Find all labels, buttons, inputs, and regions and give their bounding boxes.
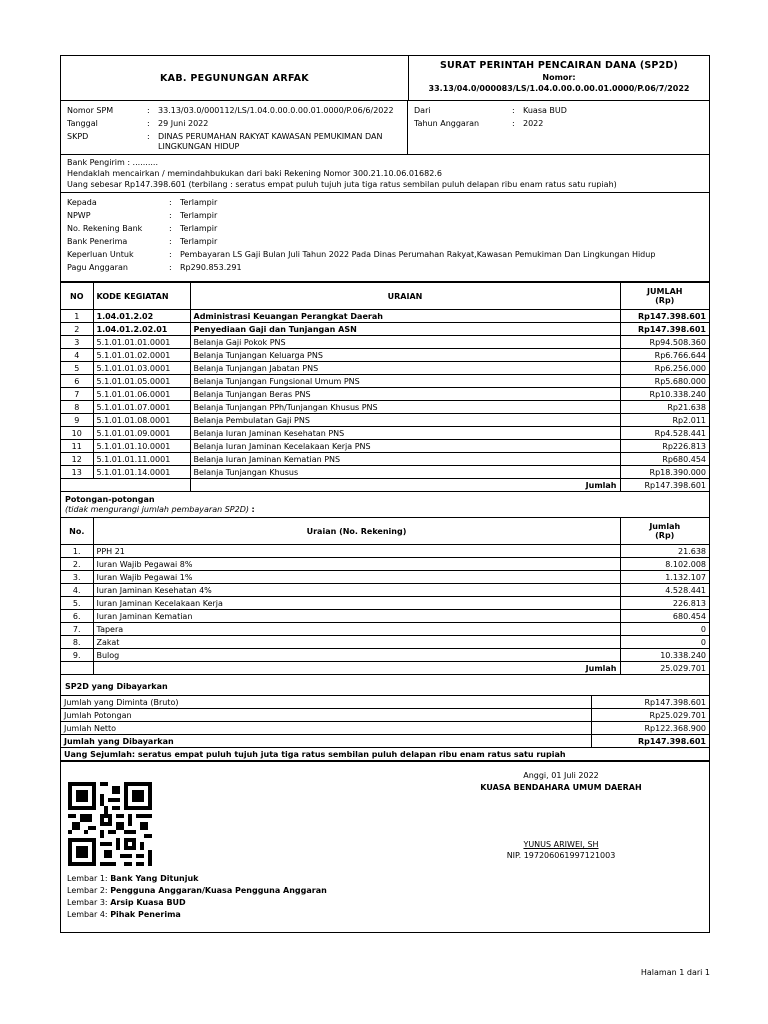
pot-row-no: 9. xyxy=(61,649,93,662)
kepada-row: Kepada : Terlampir xyxy=(67,198,218,207)
sp2d-row-label: Jumlah yang Dibayarkan xyxy=(61,735,591,748)
pot-col-uraian: Uraian (No. Rekening) xyxy=(93,518,620,545)
bank-penerima-row: Bank Penerima : Terlampir xyxy=(67,237,218,246)
row-no: 12 xyxy=(61,453,93,466)
row-uraian: Belanja Iuran Jaminan Kematian PNS xyxy=(190,453,620,466)
tanggal-row: Tanggal : 29 Juni 2022 xyxy=(67,119,209,128)
table-row xyxy=(61,375,709,388)
terbilang-text: Uang Sejumlah: seratus empat puluh tujuh juta tiga ratus sembilan puluh delapan ribu enam ratus satu rupiah xyxy=(61,748,709,761)
table-row xyxy=(61,466,709,479)
pot-row-uraian: Tapera xyxy=(93,623,620,636)
row-kode: 5.1.01.01.08.0001 xyxy=(93,414,190,427)
table-row xyxy=(61,440,709,453)
document-header xyxy=(61,56,709,101)
skpd-value: DINAS PERUMAHAN RAKYAT KAWASAN PEMUKIMAN DAN LINGKUNGAN HIDUP xyxy=(158,131,383,151)
table-row xyxy=(61,427,709,440)
row-uraian: Penyediaan Gaji dan Tunjangan ASN xyxy=(190,323,620,336)
pot-row-no: 1. xyxy=(61,545,93,558)
row-kode: 5.1.01.01.09.0001 xyxy=(93,427,190,440)
row-kode: 5.1.01.01.14.0001 xyxy=(93,466,190,479)
potongan-heading: Potongan-potongan (tidak mengurangi jumlah pembayaran SP2D) : xyxy=(65,495,255,514)
row-jumlah: Rp6.256.000 xyxy=(620,362,709,375)
lembar-item: Lembar 2: Pengguna Anggaran/Kuasa Pengguna Anggaran xyxy=(67,886,327,895)
pot-col-no: No. xyxy=(61,518,93,545)
pot-row-uraian: Iuran Jaminan Kesehatan 4% xyxy=(93,584,620,597)
lembar-item: Lembar 3: Arsip Kuasa BUD xyxy=(67,898,186,907)
table-row xyxy=(61,649,709,662)
table-row xyxy=(61,545,709,558)
potongan-table xyxy=(61,517,709,675)
row-jumlah: Rp10.338.240 xyxy=(620,388,709,401)
kegiatan-total-label: Jumlah xyxy=(190,479,620,492)
table-row xyxy=(61,349,709,362)
document-title: SURAT PERINTAH PENCAIRAN DANA (SP2D) xyxy=(439,60,679,71)
signature-date: Anggi, 01 Juli 2022 xyxy=(523,771,599,780)
table-row xyxy=(61,401,709,414)
row-jumlah: Rp6.766.644 xyxy=(620,349,709,362)
table-row xyxy=(61,735,709,748)
pot-row-no: 2. xyxy=(61,558,93,571)
skpd-row: SKPD : DINAS PERUMAHAN RAKYAT KAWASAN PEMUKIMAN DAN LINGKUNGAN HIDUP xyxy=(67,130,407,152)
signatory-nip: NIP. 197206061997121003 xyxy=(506,851,616,860)
sp2d-summary xyxy=(61,675,709,762)
tahun-row: Tahun Anggaran : 2022 xyxy=(414,119,544,128)
table-row xyxy=(61,414,709,427)
row-uraian: Belanja Pembulatan Gaji PNS xyxy=(190,414,620,427)
sp2d-summary-table xyxy=(61,695,709,761)
signatory-name: YUNUS ARIWEI, SH xyxy=(523,840,599,849)
nomor-value: 33.13/04.0/000083/LS/1.04.0.00.0.00.01.0000/P.06/7/2022 xyxy=(428,84,690,93)
row-uraian: Administrasi Keuangan Perangkat Daerah xyxy=(190,310,620,323)
row-uraian: Belanja Tunjangan Jabatan PNS xyxy=(190,362,620,375)
pot-row-uraian: Iuran Wajib Pegawai 8% xyxy=(93,558,620,571)
pot-col-jumlah: Jumlah (Rp) xyxy=(620,518,709,545)
dari-row: Dari : Kuasa BUD xyxy=(414,106,567,115)
row-no: 3 xyxy=(61,336,93,349)
row-kode: 5.1.01.01.05.0001 xyxy=(93,375,190,388)
sp2d-row-value: Rp147.398.601 xyxy=(591,696,709,709)
pot-row-uraian: Iuran Wajib Pegawai 1% xyxy=(93,571,620,584)
col-no: NO xyxy=(61,283,93,310)
signature-position: KUASA BENDAHARA UMUM DAERAH xyxy=(480,783,642,792)
kegiatan-total-value: Rp147.398.601 xyxy=(620,479,709,492)
tanggal-value: 29 Juni 2022 xyxy=(158,119,209,128)
row-no: 1 xyxy=(61,310,93,323)
signature-block xyxy=(61,762,709,932)
row-jumlah: Rp4.528.441 xyxy=(620,427,709,440)
row-no: 7 xyxy=(61,388,93,401)
potongan-total-label: Jumlah xyxy=(93,662,620,675)
table-row xyxy=(61,597,709,610)
row-jumlah: Rp680.454 xyxy=(620,453,709,466)
nomor-spm-row: Nomor SPM : 33.13/03.0/000112/LS/1.04.0.00.0.00.01.0000/P.06/6/2022 xyxy=(67,106,394,115)
pot-row-uraian: Bulog xyxy=(93,649,620,662)
row-uraian: Belanja Iuran Jaminan Kecelakaan Kerja PNS xyxy=(190,440,620,453)
table-row xyxy=(61,696,709,709)
row-uraian: Belanja Tunjangan Khusus xyxy=(190,466,620,479)
row-jumlah: Rp147.398.601 xyxy=(620,310,709,323)
pot-row-uraian: PPH 21 xyxy=(93,545,620,558)
row-uraian: Belanja Gaji Pokok PNS xyxy=(190,336,620,349)
row-no: 10 xyxy=(61,427,93,440)
dari-value: Kuasa BUD xyxy=(523,106,567,115)
pot-row-no: 3. xyxy=(61,571,93,584)
row-no: 8 xyxy=(61,401,93,414)
row-no: 9 xyxy=(61,414,93,427)
table-row xyxy=(61,310,709,323)
row-no: 4 xyxy=(61,349,93,362)
sp2d-row-value: Rp147.398.601 xyxy=(591,735,709,748)
pot-row-jumlah: 10.338.240 xyxy=(620,649,709,662)
pot-row-uraian: Iuran Jaminan Kematian xyxy=(93,610,620,623)
nomor-label: Nomor: xyxy=(542,73,576,82)
row-kode: 1.04.01.2.02 xyxy=(93,310,190,323)
sp2d-row-label: Jumlah yang Diminta (Bruto) xyxy=(61,696,591,709)
pot-row-jumlah: 1.132.107 xyxy=(620,571,709,584)
row-no: 2 xyxy=(61,323,93,336)
pot-row-no: 5. xyxy=(61,597,93,610)
pot-row-jumlah: 680.454 xyxy=(620,610,709,623)
pot-row-no: 4. xyxy=(61,584,93,597)
row-kode: 5.1.01.01.10.0001 xyxy=(93,440,190,453)
potongan-total-value: 25.029.701 xyxy=(620,662,709,675)
row-uraian: Belanja Tunjangan Beras PNS xyxy=(190,388,620,401)
pot-row-no: 8. xyxy=(61,636,93,649)
row-no: 5 xyxy=(61,362,93,375)
row-jumlah: Rp18.390.000 xyxy=(620,466,709,479)
table-row xyxy=(61,323,709,336)
table-row xyxy=(61,584,709,597)
row-jumlah: Rp21.638 xyxy=(620,401,709,414)
row-jumlah: Rp5.680.000 xyxy=(620,375,709,388)
pot-row-jumlah: 8.102.008 xyxy=(620,558,709,571)
lembar-item: Lembar 1: Bank Yang Ditunjuk xyxy=(67,874,199,883)
row-uraian: Belanja Tunjangan Fungsional Umum PNS xyxy=(190,375,620,388)
document-title-block xyxy=(409,56,709,100)
sp2d-row-value: Rp25.029.701 xyxy=(591,709,709,722)
row-jumlah: Rp226.813 xyxy=(620,440,709,453)
pot-row-uraian: Iuran Jaminan Kecelakaan Kerja xyxy=(93,597,620,610)
row-uraian: Belanja Iuran Jaminan Kesehatan PNS xyxy=(190,427,620,440)
pot-row-jumlah: 0 xyxy=(620,636,709,649)
page-number: Halaman 1 dari 1 xyxy=(640,968,710,977)
row-kode: 5.1.01.01.06.0001 xyxy=(93,388,190,401)
sp2d-summary-title: SP2D yang Dibayarkan xyxy=(65,682,168,691)
table-row xyxy=(61,558,709,571)
rekening-row: No. Rekening Bank : Terlampir xyxy=(67,224,218,233)
pagu-row: Pagu Anggaran : Rp290.853.291 xyxy=(67,263,242,272)
lembar-list xyxy=(67,873,327,921)
kegiatan-table xyxy=(61,282,709,492)
col-jumlah: JUMLAH (Rp) xyxy=(620,283,709,310)
pot-row-no: 6. xyxy=(61,610,93,623)
col-uraian: URAIAN xyxy=(190,283,620,310)
lembar-item: Lembar 4: Pihak Penerima xyxy=(67,910,181,919)
nomor-spm-value: 33.13/03.0/000112/LS/1.04.0.00.0.00.01.0000/P.06/6/2022 xyxy=(158,106,394,115)
table-row xyxy=(61,362,709,375)
region-name: KAB. PEGUNUNGAN ARFAK xyxy=(61,56,409,100)
pot-row-uraian: Zakat xyxy=(93,636,620,649)
table-row xyxy=(61,453,709,466)
table-row xyxy=(61,722,709,735)
row-no: 6 xyxy=(61,375,93,388)
row-kode: 1.04.01.2.02.01 xyxy=(93,323,190,336)
tahun-value: 2022 xyxy=(523,119,544,128)
pot-row-jumlah: 0 xyxy=(620,623,709,636)
recipient-info xyxy=(61,193,709,282)
table-row xyxy=(61,610,709,623)
pot-row-no: 7. xyxy=(61,623,93,636)
pot-row-jumlah: 21.638 xyxy=(620,545,709,558)
table-row xyxy=(61,388,709,401)
row-jumlah: Rp2.011 xyxy=(620,414,709,427)
pot-row-jumlah: 4.528.441 xyxy=(620,584,709,597)
row-jumlah: Rp94.508.360 xyxy=(620,336,709,349)
spm-info xyxy=(61,101,709,155)
npwp-row: NPWP : Terlampir xyxy=(67,211,218,220)
row-kode: 5.1.01.01.01.0001 xyxy=(93,336,190,349)
table-row xyxy=(61,623,709,636)
sp2d-document xyxy=(60,55,710,933)
sp2d-row-label: Jumlah Potongan xyxy=(61,709,591,722)
sp2d-row-label: Jumlah Netto xyxy=(61,722,591,735)
row-jumlah: Rp147.398.601 xyxy=(620,323,709,336)
row-kode: 5.1.01.01.07.0001 xyxy=(93,401,190,414)
qr-code-icon xyxy=(68,782,152,866)
table-row xyxy=(61,636,709,649)
table-row xyxy=(61,709,709,722)
table-row xyxy=(61,336,709,349)
keperluan-row: Keperluan Untuk : Pembayaran LS Gaji Bulan Juli Tahun 2022 Pada Dinas Perumahan Rakyat,Kawasan Pemukiman Dan Lingkungan Hidup xyxy=(67,250,656,259)
bank-instruction: Bank Pengirim : .......... Hendaklah mencairkan / memindahbukukan dari baki Rekening Nomor 300.21.10.06.01682.6 Uang sebesar Rp147.398.601 (terbilang : seratus empat puluh tujuh juta tiga ratus sembilan puluh delapan ribu enam ratus satu rupiah) xyxy=(61,155,709,193)
row-kode: 5.1.01.01.02.0001 xyxy=(93,349,190,362)
row-uraian: Belanja Tunjangan PPh/Tunjangan Khusus PNS xyxy=(190,401,620,414)
pot-row-jumlah: 226.813 xyxy=(620,597,709,610)
sp2d-row-value: Rp122.368.900 xyxy=(591,722,709,735)
row-no: 13 xyxy=(61,466,93,479)
row-kode: 5.1.01.01.11.0001 xyxy=(93,453,190,466)
table-row xyxy=(61,571,709,584)
row-uraian: Belanja Tunjangan Keluarga PNS xyxy=(190,349,620,362)
col-kode: KODE KEGIATAN xyxy=(93,283,190,310)
row-no: 11 xyxy=(61,440,93,453)
row-kode: 5.1.01.01.03.0001 xyxy=(93,362,190,375)
